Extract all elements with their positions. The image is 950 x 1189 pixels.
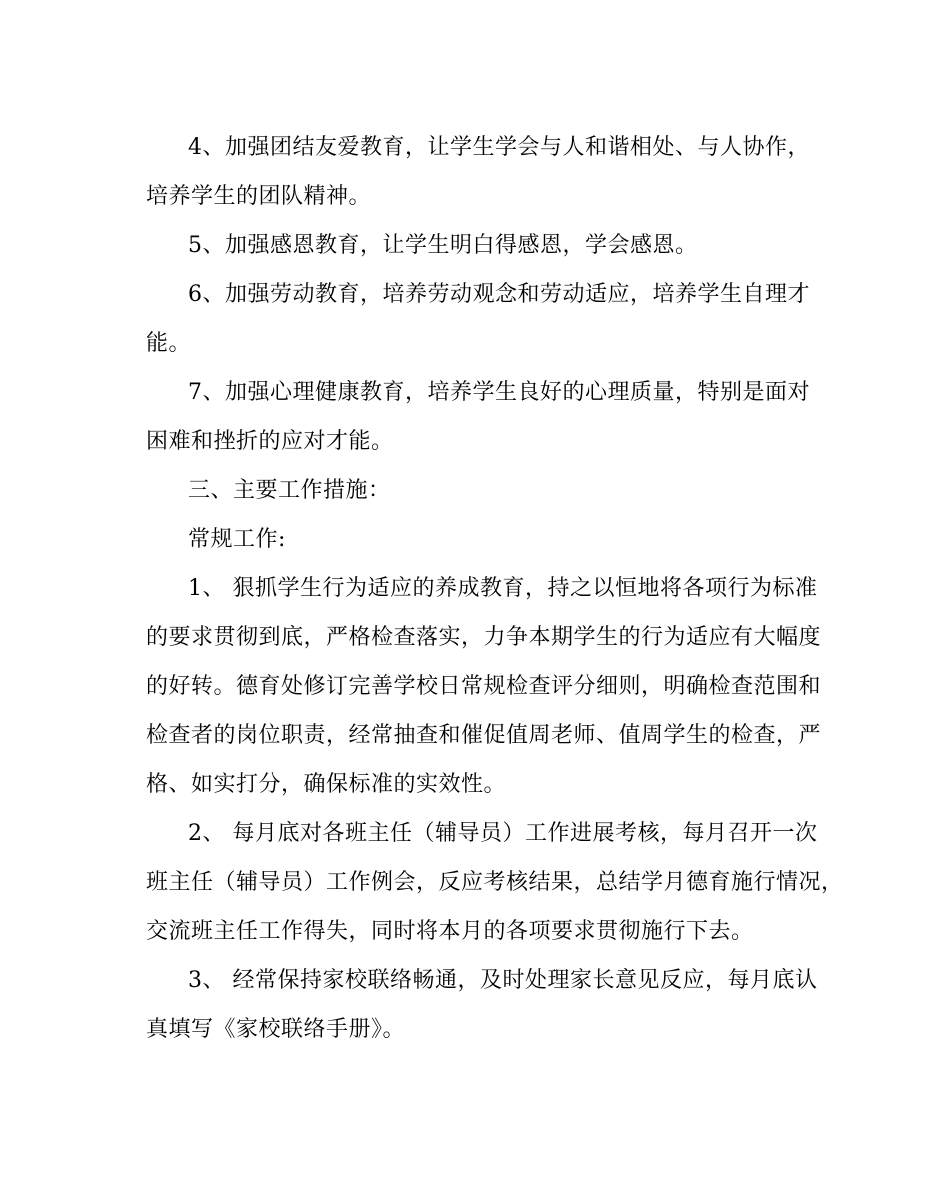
text-line: 1、 狠抓学生行为适应的养成教育，持之以恒地将各项行为标准 <box>188 576 818 601</box>
text-line: 的好转。德育处修订完善学校日常规检查评分细则，明确检查范围和 <box>146 674 822 699</box>
text-line: 培养学生的团队精神。 <box>146 184 372 209</box>
text-line: 交流班主任工作得失，同时将本月的各项要求贯彻施行下去。 <box>146 919 754 944</box>
text-line: 的要求贯彻到底，严格检查落实，力争本期学生的行为适应有大幅度 <box>146 625 822 650</box>
text-line: 困难和挫折的应对才能。 <box>146 429 394 454</box>
text-line: 真填写《家校联络手册》。 <box>146 1017 406 1042</box>
text-line: 5、加强感恩教育，让学生明白得感恩，学会感恩。 <box>188 233 698 258</box>
text-line: 格、如实打分，确保标准的实效性。 <box>146 772 507 797</box>
text-line: 2、 每月底对各班主任（辅导员）工作进展考核，每月召开一次 <box>188 821 818 846</box>
text-line: 能。 <box>146 331 192 356</box>
text-line: 班主任（辅导员）工作例会，反应考核结果，总结学月德育施行情况， <box>146 870 844 895</box>
text-line: 3、 经常保持家校联络畅通，及时处理家长意见反应，每月底认 <box>188 968 818 993</box>
text-line: 6、加强劳动教育，培养劳动观念和劳动适应，培养学生自理才 <box>188 282 810 307</box>
text-line: 7、加强心理健康教育，培养学生良好的心理质量，特别是面对 <box>188 380 810 405</box>
text-line: 4、加强团结友爱教育，让学生学会与人和谐相处、与人协作， <box>188 135 810 160</box>
subsection-heading: 常规工作: <box>188 527 286 552</box>
text-line: 检查者的岗位职责，经常抽查和催促值周老师、值周学生的检查，严 <box>146 723 822 748</box>
section-heading: 三、主要工作措施： <box>188 478 391 503</box>
